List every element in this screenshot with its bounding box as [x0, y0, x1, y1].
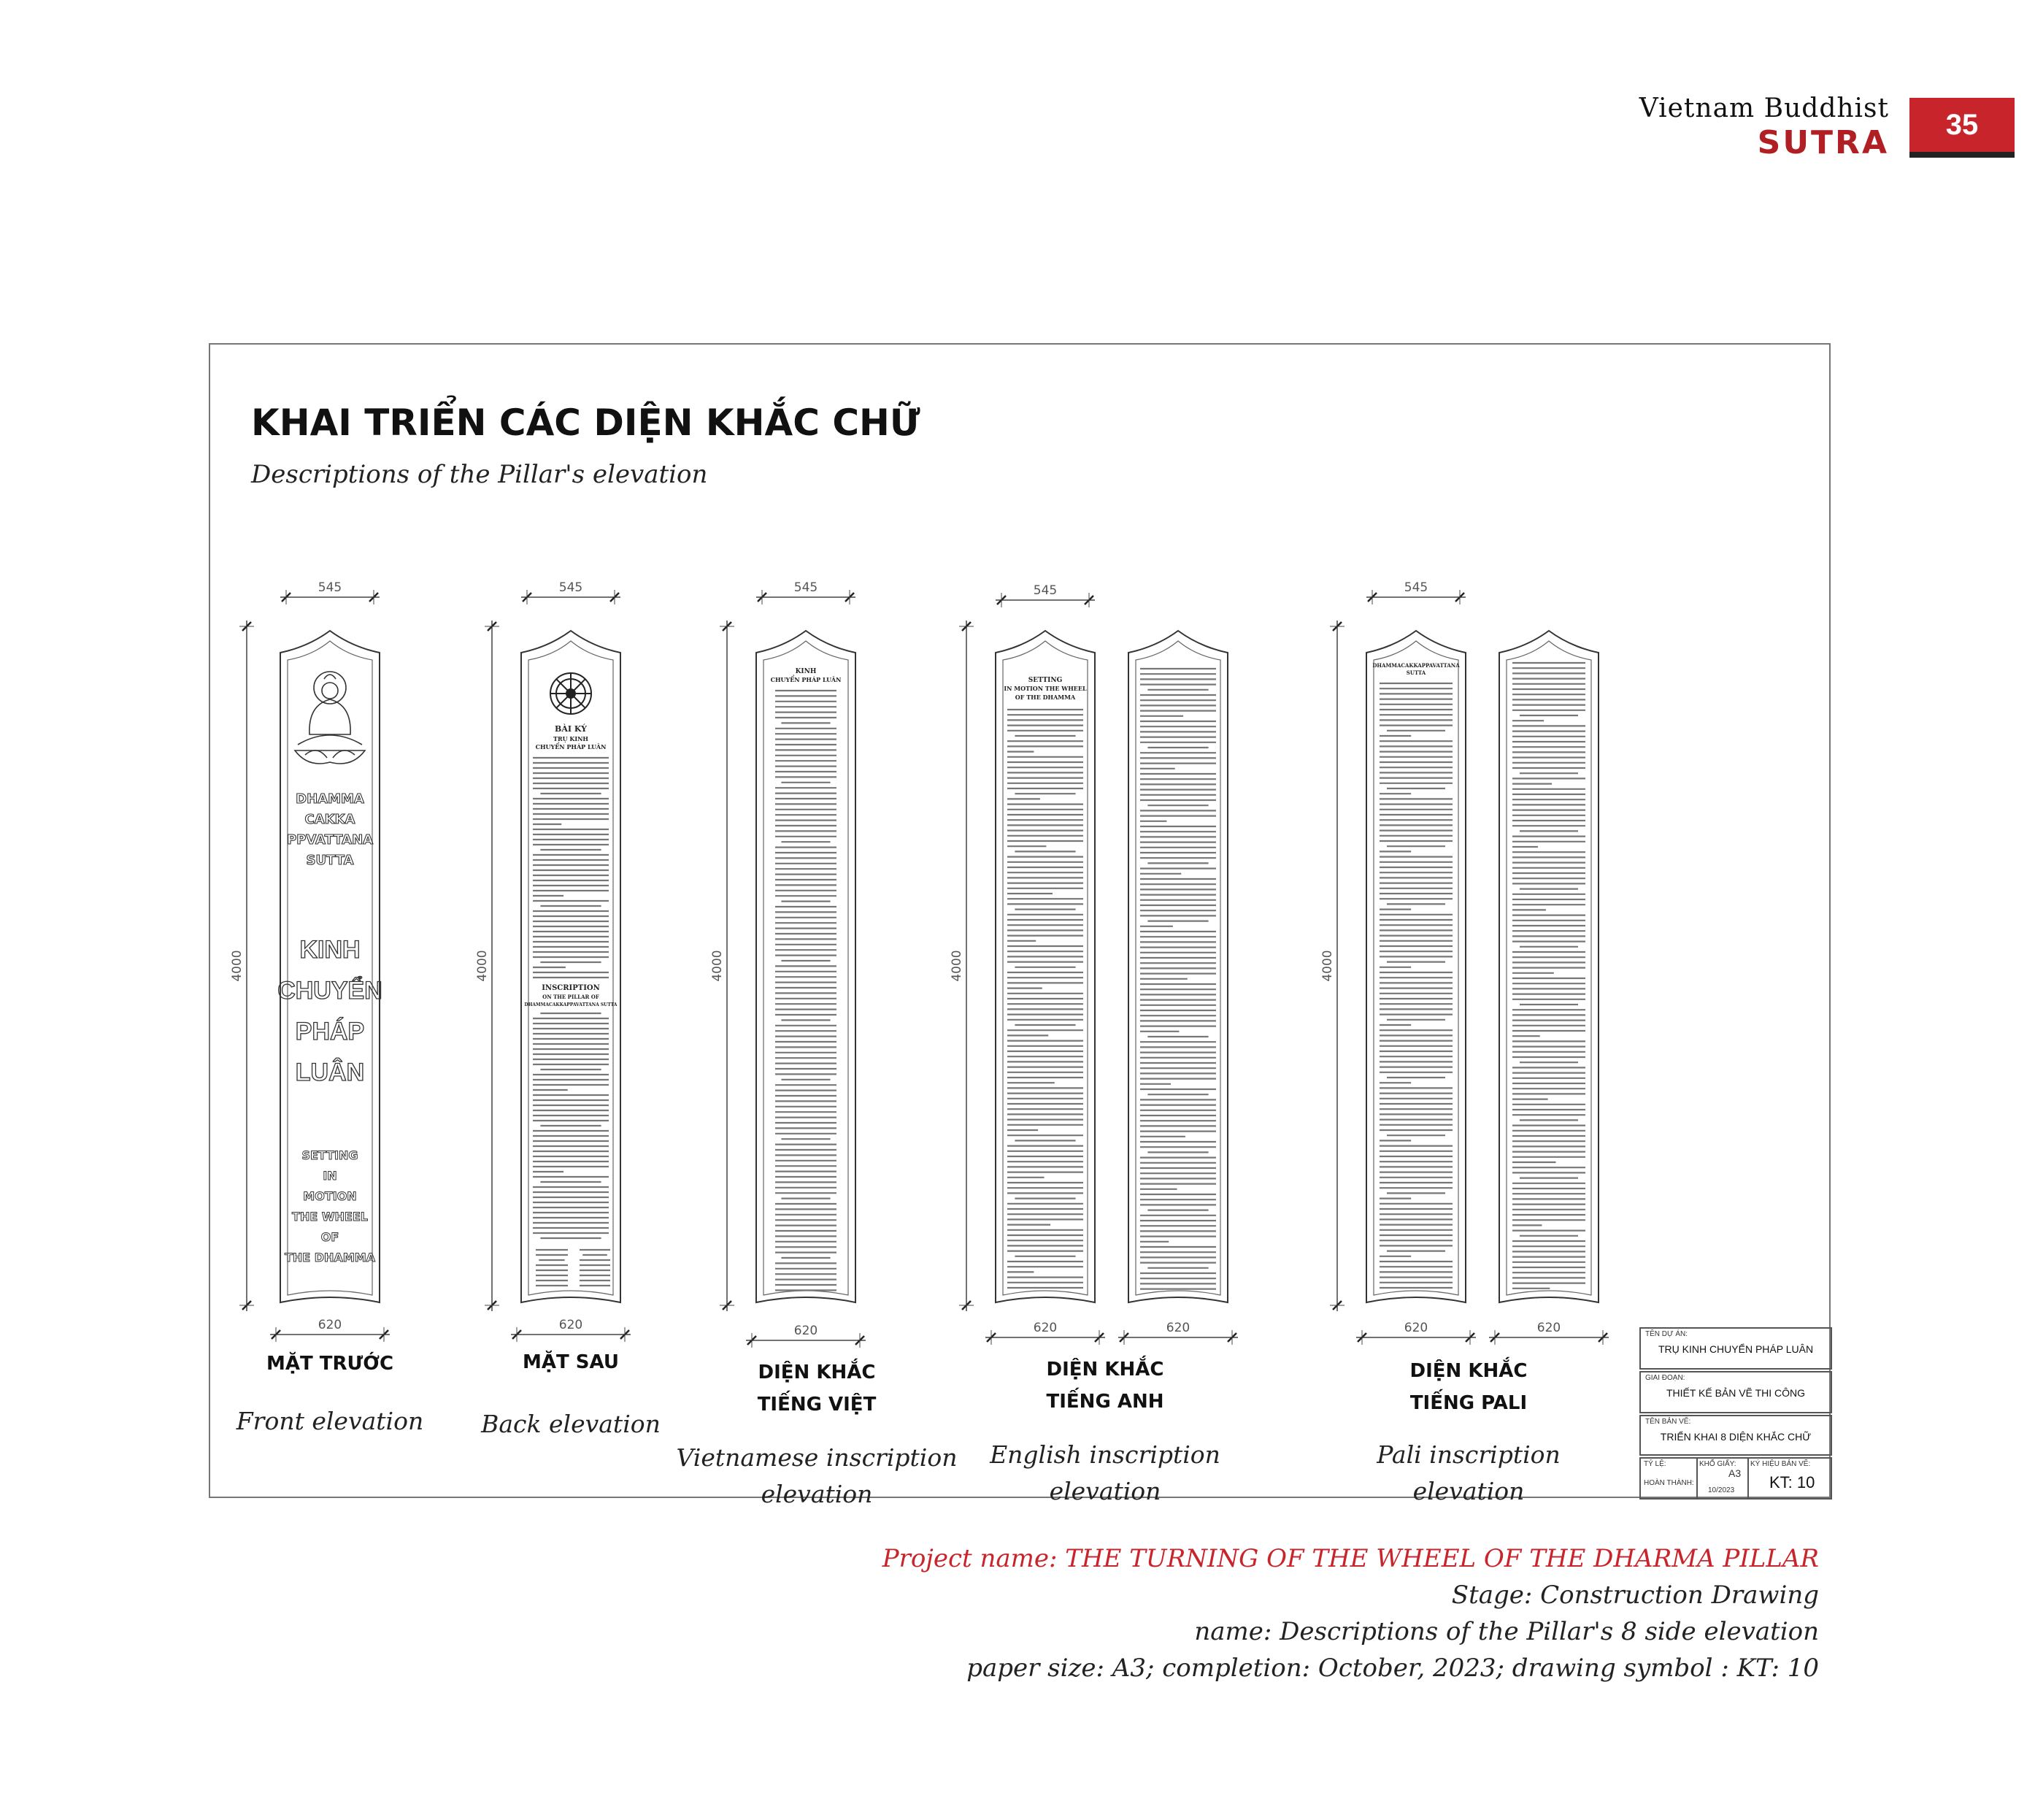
- vn-dim-height-label: 4000: [710, 950, 725, 982]
- back-sub4: DHAMMACAKKAPPAVATTANA SUTTA: [524, 1002, 618, 1007]
- project-name-value: THE TURNING OF THE WHEEL OF THE DHARMA PILLAR: [1065, 1544, 1819, 1573]
- front-bottom-word: SETTING: [301, 1148, 358, 1162]
- publication-subtitle: SUTRA: [1757, 124, 1889, 161]
- en-heading2: IN MOTION THE WHEEL: [1004, 685, 1087, 692]
- project-name-line: [882, 1540, 1819, 1577]
- tb-stage-row: [1639, 1371, 1832, 1413]
- elevation-caption-en: Front elevation: [236, 1407, 424, 1435]
- elevation-caption-en: elevation: [1412, 1477, 1525, 1505]
- front-main-text: LUÂN: [295, 1059, 365, 1086]
- front-bottom-word: THE WHEEL: [292, 1210, 368, 1224]
- front-main-text: KINH: [299, 936, 361, 964]
- project-drawing-name: name: Descriptions of the Pillar's 8 side elevation: [1194, 1617, 1819, 1646]
- elevation-caption-vn: TIẾNG PALI: [1409, 1392, 1528, 1414]
- en-dim-height-label: 4000: [950, 950, 964, 982]
- front-dim-height-label: 4000: [230, 950, 245, 982]
- tb-drawing-label: TÊN BẢN VẼ:: [1645, 1418, 1691, 1426]
- tb-drawing-row: [1639, 1415, 1832, 1456]
- pali-dim-bottom-2-label: 620: [1536, 1321, 1561, 1335]
- front-bottom-word: OF: [320, 1230, 339, 1244]
- vn-dim-bottom-label: 620: [793, 1324, 818, 1338]
- vn-heading: KINH: [795, 668, 817, 675]
- tb-stage-value: THIẾT KẾ BẢN VẼ THI CÔNG: [1666, 1387, 1806, 1399]
- elevation-caption-en: elevation: [761, 1480, 873, 1508]
- front-dim-top-label: 545: [318, 580, 342, 595]
- vn-sub: CHUYỂN PHÁP LUÂN: [770, 676, 842, 683]
- back-sub1: TRỤ KINH: [553, 735, 588, 742]
- front-word: PPVATTANA: [286, 832, 374, 848]
- tb-scale-label: TỶ LỆ:: [1644, 1460, 1666, 1468]
- front-word: SUTTA: [306, 853, 354, 868]
- back-dim-top-label: 545: [558, 580, 583, 595]
- front-dim-bottom-label: 620: [318, 1318, 342, 1332]
- tb-drawing-value: TRIỂN KHAI 8 DIỆN KHẮC CHỮ: [1660, 1431, 1812, 1443]
- tb-symbol-label: KÝ HIỆU BẢN VẼ:: [1750, 1460, 1811, 1468]
- elevation-caption-en: Pali inscription: [1377, 1440, 1561, 1469]
- project-info: [882, 1540, 1819, 1686]
- project-paper-info: paper size: A3; completion: October, 2023; drawing symbol : KT: 10: [966, 1654, 1819, 1683]
- tb-divider: [1747, 1459, 1749, 1498]
- sheet-subtitle: Descriptions of the Pillar's elevation: [251, 460, 708, 489]
- vn-dim-top-label: 545: [793, 580, 818, 595]
- tb-paper-value: A3: [1728, 1467, 1742, 1479]
- wheel-hub: [566, 689, 575, 698]
- front-bottom-word: MOTION: [303, 1189, 357, 1203]
- elevation-caption-en: Vietnamese inscription: [676, 1443, 958, 1472]
- elevation-caption-en: Back elevation: [481, 1410, 661, 1438]
- pali-dim-top-label: 545: [1404, 580, 1428, 595]
- dharma-wheel: [550, 673, 591, 714]
- drawing-layer: [230, 580, 1609, 1348]
- tb-meta-row: [1639, 1457, 1832, 1500]
- tb-completion-value: 10/2023: [1708, 1486, 1735, 1494]
- elevation-caption-vn: TIẾNG VIỆT: [757, 1394, 877, 1416]
- drawing-sheet: [209, 343, 1831, 1508]
- pali-dim-height-label: 4000: [1320, 950, 1335, 982]
- en-heading3: OF THE DHAMMA: [1015, 694, 1076, 701]
- page-number: 35: [1909, 98, 2015, 152]
- back-dim-height-label: 4000: [475, 950, 490, 982]
- front-word: CAKKA: [304, 812, 355, 827]
- elevation-caption-en: elevation: [1049, 1477, 1161, 1505]
- elevation-caption-vn: DIỆN KHẮC: [1409, 1360, 1528, 1382]
- en-dim-top-label: 545: [1033, 583, 1058, 598]
- front-bottom-word: THE DHAMMA: [284, 1251, 376, 1264]
- elevation-caption-en: English inscription: [990, 1440, 1220, 1469]
- back-dim-bottom-label: 620: [558, 1318, 583, 1332]
- pali-heading: DHAMMACAKKAPPAVATTANA: [1372, 662, 1460, 669]
- tb-project-row: [1639, 1327, 1832, 1370]
- elevation-caption-vn: MẶT TRƯỚC: [266, 1353, 394, 1375]
- en-dim-bottom-2-label: 620: [1166, 1321, 1190, 1335]
- front-main-text: PHÁP: [295, 1018, 365, 1045]
- elevation-caption-vn: DIỆN KHẮC: [1046, 1359, 1164, 1381]
- tb-project-label: TÊN DỰ ÁN:: [1645, 1330, 1688, 1338]
- sheet-title: KHAI TRIỂN CÁC DIỆN KHẮC CHỮ: [251, 402, 920, 444]
- page-header: [1606, 93, 2015, 166]
- pali-dim-bottom-1-label: 620: [1404, 1321, 1428, 1335]
- tb-paper-label: KHỔ GIẤY:: [1699, 1460, 1736, 1468]
- title-block: [1639, 1327, 1832, 1500]
- tb-divider: [1696, 1459, 1698, 1498]
- front-bottom-word: IN: [323, 1169, 337, 1183]
- elevation-caption-vn: MẶT SAU: [523, 1351, 619, 1373]
- front-main-text: CHUYỂN: [277, 977, 382, 1005]
- tb-symbol-value: KT: 10: [1769, 1473, 1815, 1491]
- back-heading2: INSCRIPTION: [542, 984, 600, 992]
- project-name-label: Project name:: [882, 1544, 1058, 1573]
- page-number-underline: [1909, 152, 2015, 158]
- back-sub2: CHUYỂN PHÁP LUÂN: [535, 743, 607, 750]
- tb-completion-label: HOÀN THÀNH:: [1644, 1479, 1694, 1487]
- back-heading: BÀI KÝ: [555, 724, 587, 734]
- elevation-caption-vn: DIỆN KHẮC: [758, 1362, 876, 1383]
- elevation-caption-vn: TIẾNG ANH: [1046, 1391, 1164, 1413]
- en-dim-bottom-1-label: 620: [1033, 1321, 1058, 1335]
- back-sub3: ON THE PILLAR OF: [542, 994, 599, 1000]
- front-word: DHAMMA: [296, 791, 364, 807]
- publication-title: Vietnam Buddhist: [1639, 93, 1889, 123]
- en-heading1: SETTING: [1028, 677, 1063, 684]
- tb-stage-label: GIAI ĐOẠN:: [1645, 1374, 1685, 1382]
- elevation-drawing: [210, 345, 1832, 1500]
- project-stage: Stage: Construction Drawing: [1451, 1581, 1819, 1610]
- pali-sub: SUTTA: [1406, 669, 1426, 676]
- tb-project-value: TRỤ KINH CHUYỂN PHÁP LUÂN: [1658, 1343, 1814, 1355]
